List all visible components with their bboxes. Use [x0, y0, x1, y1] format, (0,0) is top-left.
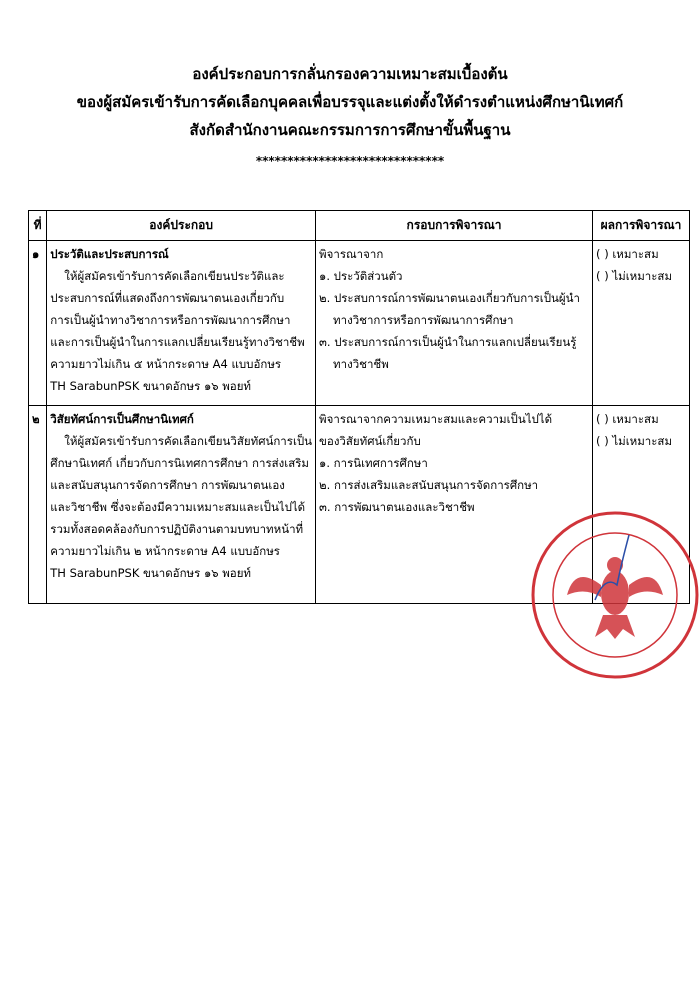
- result-option-suitable[interactable]: ( ) เหมาะสม: [596, 247, 659, 261]
- garuda-emblem-icon: [567, 557, 663, 639]
- component-line: รวมทั้งสอดคล้องกับการปฏิบัติงานตามบทบาทหน้าที่: [50, 522, 304, 536]
- criteria-line: ๓. ประสบการณ์การเป็นผู้นำในการแลกเปลี่ยนเรียนรู้: [319, 335, 577, 349]
- title-line-2: ของผู้สมัครเข้ารับการคัดเลือกบุคคลเพื่อบรรจุและแต่งตั้งให้ดำรงตำแหน่งศึกษานิเทศก์: [76, 93, 624, 111]
- component-line: และการเป็นผู้นำในการแลกเปลี่ยนเรียนรู้ทางวิชาชีพ: [50, 335, 305, 349]
- component-cell: [47, 241, 316, 406]
- title-line-3: สังกัดสำนักงานคณะกรรมการการศึกษาขั้นพื้นฐาน: [189, 121, 511, 139]
- criteria-line: ๒. การส่งเสริมและสนับสนุนการจัดการศึกษา: [319, 478, 539, 492]
- result-cell: [593, 241, 690, 406]
- result-option-suitable[interactable]: ( ) เหมาะสม: [596, 412, 659, 426]
- component-line: TH SarabunPSK ขนาดอักษร ๑๖ พอยท์: [50, 566, 252, 580]
- criteria-line: พิจารณาจาก: [319, 247, 384, 261]
- result-option-unsuitable[interactable]: ( ) ไม่เหมาะสม: [596, 269, 673, 283]
- row-number: ๒: [29, 406, 47, 604]
- official-seal-stamp: [525, 505, 700, 685]
- criteria-line: พิจารณาจากความเหมาะสมและความเป็นไปได้: [319, 412, 553, 426]
- row-number: ๑: [29, 241, 47, 406]
- component-line: การเป็นผู้นำทางวิชาการหรือการพัฒนาการศึกษา: [50, 313, 291, 327]
- header-criteria: กรอบการพิจารณา: [316, 211, 593, 241]
- criteria-line: ๑. การนิเทศการศึกษา: [319, 456, 428, 470]
- result-option-unsuitable[interactable]: ( ) ไม่เหมาะสม: [596, 434, 673, 448]
- criteria-cell: [316, 241, 593, 406]
- component-line: ศึกษานิเทศก์ เกี่ยวกับการนิเทศการศึกษา การส่งเสริม: [50, 456, 309, 470]
- component-line: ให้ผู้สมัครเข้ารับการคัดเลือกเขียนวิสัยทัศน์การเป็น: [64, 434, 313, 448]
- title-line-1: องค์ประกอบการกลั่นกรองความเหมาะสมเบื้องต้น: [192, 65, 508, 83]
- criteria-line: ๓. การพัฒนาตนเองและวิชาชีพ: [319, 500, 475, 514]
- header-no: ที่: [29, 211, 47, 241]
- component-line: และสนับสนุนการจัดการศึกษา การพัฒนาตนเอง: [50, 478, 285, 492]
- component-heading: วิสัยทัศน์การเป็นศึกษานิเทศก์: [50, 412, 194, 426]
- separator: ******************************: [255, 154, 445, 168]
- component-line: ประสบการณ์ที่แสดงถึงการพัฒนาตนเองเกี่ยวกับ: [50, 291, 285, 305]
- header-result: ผลการพิจารณา: [593, 211, 690, 241]
- criteria-line: ๑. ประวัติส่วนตัว: [319, 269, 403, 283]
- component-line: TH SarabunPSK ขนาดอักษร ๑๖ พอยท์: [50, 379, 252, 393]
- table-header-row: [29, 211, 690, 241]
- criteria-line: ของวิสัยทัศน์เกี่ยวกับ: [319, 434, 421, 448]
- criteria-line: ๒. ประสบการณ์การพัฒนาตนเองเกี่ยวกับการเป็นผู้นำ: [319, 291, 580, 305]
- header-component: องค์ประกอบ: [47, 211, 316, 241]
- component-line: ความยาวไม่เกิน ๕ หน้ากระดาษ A4 แบบอักษร: [50, 357, 282, 371]
- component-line: ความยาวไม่เกิน ๒ หน้ากระดาษ A4 แบบอักษร: [50, 544, 280, 558]
- component-cell: [47, 406, 316, 604]
- criteria-line: ทางวิชาชีพ: [333, 357, 389, 371]
- component-line: ให้ผู้สมัครเข้ารับการคัดเลือกเขียนประวัติและ: [64, 269, 285, 283]
- component-line: และวิชาชีพ ซึ่งจะต้องมีความเหมาะสมและเป็นไปได้: [50, 500, 306, 514]
- component-heading: ประวัติและประสบการณ์: [50, 247, 169, 261]
- table-row: [29, 241, 690, 406]
- criteria-line: ทางวิชาการหรือการพัฒนาการศึกษา: [333, 313, 514, 327]
